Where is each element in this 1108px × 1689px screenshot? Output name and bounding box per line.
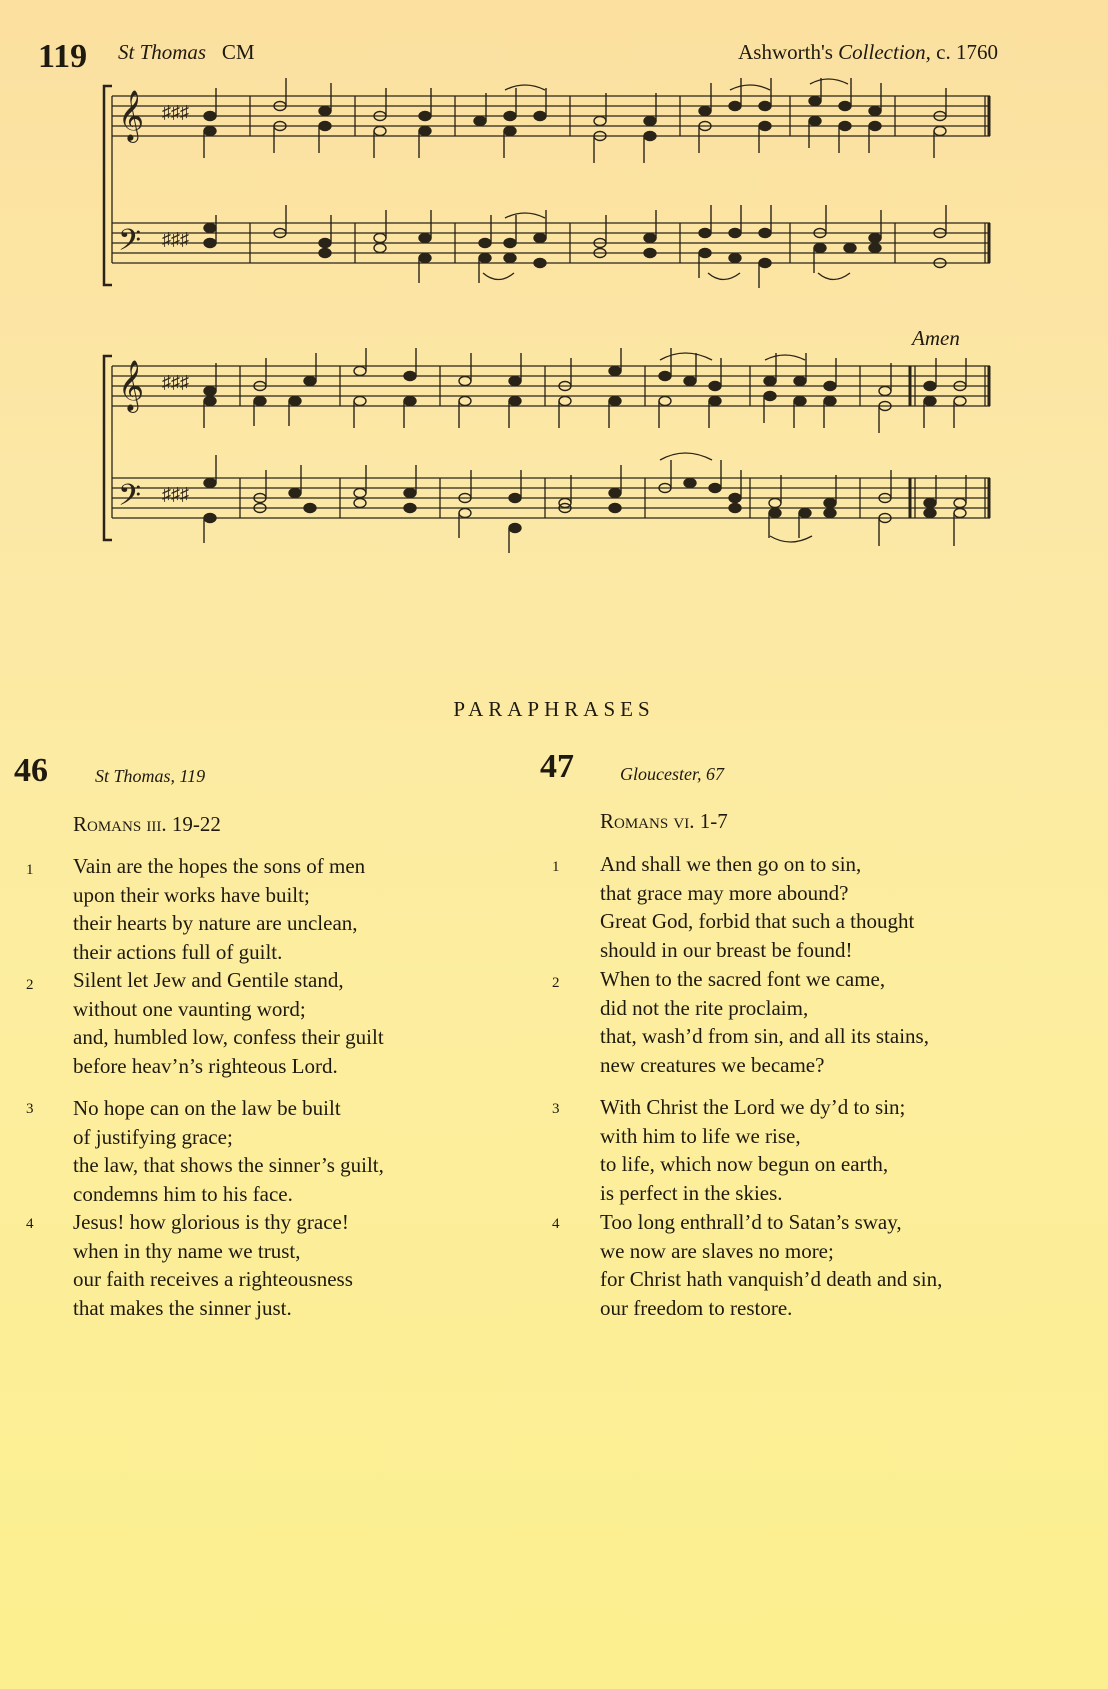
verse-line: that makes the sinner just.: [73, 1295, 292, 1320]
verse-number: 2: [552, 975, 560, 991]
scripture-reference: Romans iii. 19-22: [73, 812, 221, 836]
verse-line: should in our breast be found!: [600, 937, 853, 962]
svg-text:♯♯♯: ♯♯♯: [162, 372, 189, 392]
verse-text: [600, 1093, 905, 1207]
verse-line: their hearts by nature are unclean,: [73, 911, 358, 935]
verse-line: Silent let Jew and Gentile stand,: [73, 968, 344, 992]
verse-line: their actions full of guilt.: [73, 939, 283, 964]
hymn-number: 119: [38, 38, 88, 75]
verse-line: we now are slaves no more;: [600, 1238, 834, 1263]
score-system-1: [100, 78, 995, 293]
svg-text:𝄢: 𝄢: [118, 224, 142, 264]
paraphrase-tune: Gloucester, 67: [620, 764, 724, 784]
verse-line: And shall we then go on to sin,: [600, 852, 862, 876]
verse-line: did not the rite proclaim,: [600, 995, 809, 1020]
verse-number: 3: [552, 1101, 560, 1117]
verse-line: is perfect in the skies.: [600, 1180, 783, 1205]
verse-line: that, wash’d from sin, and all its stains,: [600, 1024, 929, 1048]
svg-text:𝄢: 𝄢: [118, 479, 142, 519]
hymn-attribution: [738, 40, 998, 65]
attribution-work: Collection,: [838, 40, 931, 64]
svg-text:𝄞: 𝄞: [118, 361, 145, 410]
paraphrase-tune: St Thomas, 119: [95, 766, 206, 786]
verse-text: [73, 966, 384, 1080]
tune-name: St Thomas: [118, 40, 207, 64]
verse-line: for Christ hath vanquish’d death and sin,: [600, 1267, 943, 1291]
verse-number: 2: [26, 977, 34, 993]
verse-line: to life, which now begun on earth,: [600, 1152, 889, 1176]
scripture-reference: Romans vi. 1-7: [600, 809, 728, 833]
verse-line: new creatures we became?: [600, 1052, 825, 1077]
verse-line: the law, that shows the sinner’s guilt,: [73, 1153, 384, 1177]
verse-line: Vain are the hopes the sons of men: [73, 854, 366, 878]
verse-line: No hope can on the law be built: [73, 1096, 341, 1120]
verse-line: upon their works have built;: [73, 882, 310, 907]
score-system-2: [100, 348, 995, 563]
paraphrase-number: 47: [540, 748, 574, 785]
verse-number: 3: [26, 1101, 34, 1117]
verse-text: [600, 850, 914, 964]
verse-number: 4: [26, 1216, 34, 1232]
verse-line: our faith receives a righteousness: [73, 1267, 353, 1291]
attribution-name: Ashworth's: [738, 40, 833, 64]
verse-line: Too long enthrall’d to Satan’s sway,: [600, 1210, 902, 1234]
verse-line: when in thy name we trust,: [73, 1238, 301, 1263]
verse-line: without one vaunting word;: [73, 996, 306, 1021]
verse-line: our freedom to restore.: [600, 1295, 793, 1320]
svg-text:𝄞: 𝄞: [118, 91, 145, 140]
amen-label: Amen: [912, 326, 960, 350]
section-title: PARAPHRASES: [453, 697, 655, 721]
svg-text:♯♯♯: ♯♯♯: [162, 229, 189, 249]
paraphrase-number: 46: [14, 752, 48, 789]
verse-number: 1: [26, 862, 34, 878]
verse-text: [73, 852, 365, 966]
attribution-date: c. 1760: [936, 40, 998, 64]
verse-line: before heav’n’s righteous Lord.: [73, 1053, 338, 1078]
verse-text: [600, 1208, 942, 1322]
verse-line: and, humbled low, confess their guilt: [73, 1025, 384, 1049]
tune-metre: CM: [221, 40, 255, 64]
svg-text:♯♯♯: ♯♯♯: [162, 484, 189, 504]
hymn-tune: [118, 40, 255, 65]
verse-line: Great God, forbid that such a thought: [600, 909, 915, 933]
verse-text: [73, 1094, 384, 1208]
svg-text:♯♯♯: ♯♯♯: [162, 102, 189, 122]
verse-line: With Christ the Lord we dy’d to sin;: [600, 1095, 906, 1119]
verse-line: that grace may more abound?: [600, 880, 849, 905]
verse-text: [73, 1208, 353, 1322]
verse-line: with him to life we rise,: [600, 1123, 801, 1148]
verse-text: [600, 965, 929, 1079]
verse-line: of justifying grace;: [73, 1124, 233, 1149]
verse-number: 1: [552, 859, 560, 875]
verse-line: condemns him to his face.: [73, 1181, 293, 1206]
verse-line: Jesus! how glorious is thy grace!: [73, 1210, 349, 1234]
verse-line: When to the sacred font we came,: [600, 967, 886, 991]
verse-number: 4: [552, 1216, 560, 1232]
